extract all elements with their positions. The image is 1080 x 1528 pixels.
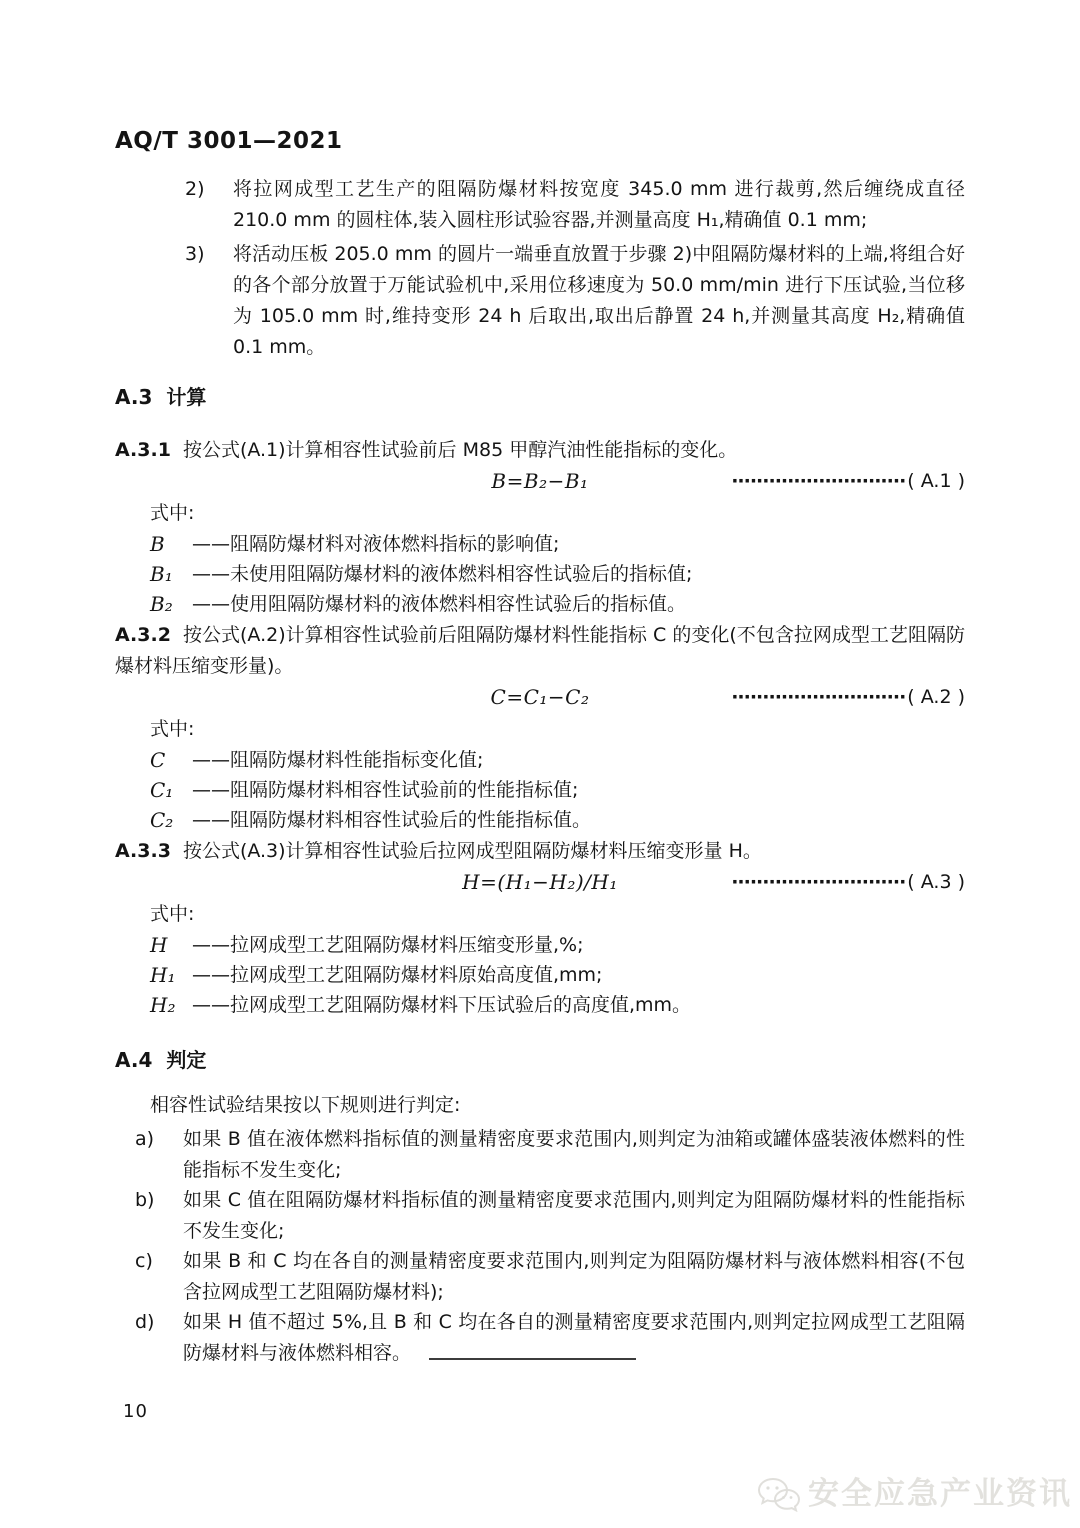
formula-reference: [731, 682, 965, 713]
section-heading-a3: [115, 385, 965, 409]
definition-row: [150, 589, 965, 619]
definition-text: ——阻隔防爆材料相容性试验后的性能指标值。: [192, 809, 592, 831]
heading-number: A.4: [115, 1048, 153, 1072]
definition-symbol: B₂: [150, 592, 173, 616]
watermark: [756, 1476, 1072, 1512]
where-label: 式中:: [150, 502, 195, 524]
dot-leader: ····························: [731, 470, 906, 492]
formula-reference: [731, 867, 965, 898]
item-text: 如果 B 值在液体燃料指标值的测量精密度要求范围内,则判定为油箱或罐体盛装液体燃料的性能指标不发生变化;: [183, 1128, 965, 1181]
formula-a3: [115, 867, 965, 899]
step-item-3: [185, 239, 965, 363]
heading-title: 判定: [166, 1048, 207, 1072]
definition-symbol: H: [150, 933, 168, 957]
item-letter: c): [135, 1250, 153, 1272]
formula-reference: [731, 466, 965, 497]
judgement-item-b: [135, 1185, 965, 1246]
judgement-item-c: [135, 1246, 965, 1307]
clause-a3-1: [115, 435, 965, 619]
clause-paragraph: [115, 836, 965, 867]
item-letter: a): [135, 1128, 155, 1150]
formula-number: ( A.1 ): [907, 470, 965, 492]
definition-symbol: H₁: [150, 963, 176, 987]
definition-text: ——拉网成型工艺阻隔防爆材料原始高度值,mm;: [192, 964, 603, 986]
clause-number: A.3.2: [115, 624, 171, 646]
end-of-text-divider: [429, 1358, 636, 1360]
item-letter: d): [135, 1311, 155, 1333]
definition-symbol: B: [150, 532, 165, 556]
formula-expression: B=B₂−B₁: [491, 469, 589, 493]
definition-text: ——使用阻隔防爆材料的液体燃料相容性试验后的指标值。: [192, 593, 687, 615]
item-letter: b): [135, 1189, 155, 1211]
definition-text: ——阻隔防爆材料性能指标变化值;: [192, 749, 484, 771]
heading-number: A.3: [115, 385, 153, 409]
where-label: 式中:: [150, 903, 195, 925]
definition-row: [150, 805, 965, 835]
dot-leader: ····························: [731, 871, 906, 893]
clause-number: A.3.3: [115, 840, 171, 862]
formula-a1: [115, 466, 965, 498]
judgement-item-a: [135, 1124, 965, 1185]
step-text: 将拉网成型工艺生产的阻隔防爆材料按宽度 345.0 mm 进行裁剪,然后缠绕成直径 210.0 mm 的圆柱体,装入圆柱形试验容器,并测量高度 H₁,精确值 0.1 mm;: [233, 178, 965, 231]
clause-text: 按公式(A.1)计算相容性试验前后 M85 甲醇汽油性能指标的变化。: [182, 439, 738, 461]
definition-row: [150, 960, 965, 990]
watermark-text: 安全应急产业资讯: [808, 1475, 1072, 1512]
clause-paragraph: [115, 435, 965, 466]
definition-row: [150, 745, 965, 775]
clause-number: A.3.1: [115, 439, 171, 461]
dot-leader: ····························: [731, 686, 906, 708]
definition-row: [150, 529, 965, 559]
definition-text: ——阻隔防爆材料对液体燃料指标的影响值;: [192, 533, 560, 555]
formula-a2: [115, 682, 965, 714]
wechat-icon: [756, 1476, 800, 1512]
definition-symbol: C₁: [150, 778, 174, 802]
step-text: 将活动压板 205.0 mm 的圆片一端垂直放置于步骤 2)中阻隔防爆材料的上端,将组合好的各个部分放置于万能试验机中,采用位移速度为 50.0 mm/min 进行下压试验,当位移为 105.0 mm 时,维持变形 24 h 后取出,取出后静置 24 h,并测量其高度 H₂,精确值 0.1 mm。: [233, 243, 965, 358]
where-label: 式中:: [150, 718, 195, 740]
definition-symbol: H₂: [150, 993, 176, 1017]
step-item-2: [185, 174, 965, 236]
definition-text: ——拉网成型工艺阻隔防爆材料下压试验后的高度值,mm。: [192, 994, 692, 1016]
definition-symbol: C: [150, 748, 166, 772]
step-number: 3): [185, 243, 205, 265]
item-text: 如果 H 值不超过 5%,且 B 和 C 均在各自的测量精密度要求范围内,则判定拉网成型工艺阻隔防爆材料与液体燃料相容。: [183, 1311, 965, 1364]
section-heading-a4: [115, 1048, 965, 1072]
definition-text: ——阻隔防爆材料相容性试验前的性能指标值;: [192, 779, 579, 801]
judgement-list: [135, 1124, 965, 1368]
formula-number: ( A.2 ): [907, 686, 965, 708]
formula-expression: H=(H₁−H₂)/H₁: [462, 870, 618, 894]
definition-symbol: C₂: [150, 808, 174, 832]
formula-expression: C=C₁−C₂: [490, 685, 590, 709]
definition-text: ——拉网成型工艺阻隔防爆材料压缩变形量,%;: [192, 934, 584, 956]
clause-a3-2: [115, 620, 965, 835]
item-text: 如果 C 值在阻隔防爆材料指标值的测量精密度要求范围内,则判定为阻隔防爆材料的性能指标不发生变化;: [183, 1189, 965, 1242]
heading-title: 计算: [166, 385, 207, 409]
clause-text: 按公式(A.2)计算相容性试验前后阻隔防爆材料性能指标 C 的变化(不包含拉网成型工艺阻隔防爆材料压缩变形量)。: [115, 624, 965, 677]
definition-text: ——未使用阻隔防爆材料的液体燃料相容性试验后的指标值;: [192, 563, 693, 585]
formula-number: ( A.3 ): [907, 871, 965, 893]
step-number: 2): [185, 178, 205, 200]
definition-row: [150, 930, 965, 960]
clause-text: 按公式(A.3)计算相容性试验后拉网成型阻隔防爆材料压缩变形量 H。: [182, 840, 762, 862]
item-text: 如果 B 和 C 均在各自的测量精密度要求范围内,则判定为阻隔防爆材料与液体燃料相容(不包含拉网成型工艺阻隔防爆材料);: [183, 1250, 965, 1303]
definition-row: [150, 559, 965, 589]
judgement-intro: 相容性试验结果按以下规则进行判定:: [150, 1094, 461, 1116]
clause-a3-3: [115, 836, 965, 1020]
clause-paragraph: [115, 620, 965, 682]
page-number: 10: [123, 1401, 148, 1422]
definition-row: [150, 775, 965, 805]
procedure-steps: [185, 174, 965, 363]
definition-row: [150, 990, 965, 1020]
definition-symbol: B₁: [150, 562, 173, 586]
doc-code: AQ/T 3001—2021: [115, 128, 343, 154]
